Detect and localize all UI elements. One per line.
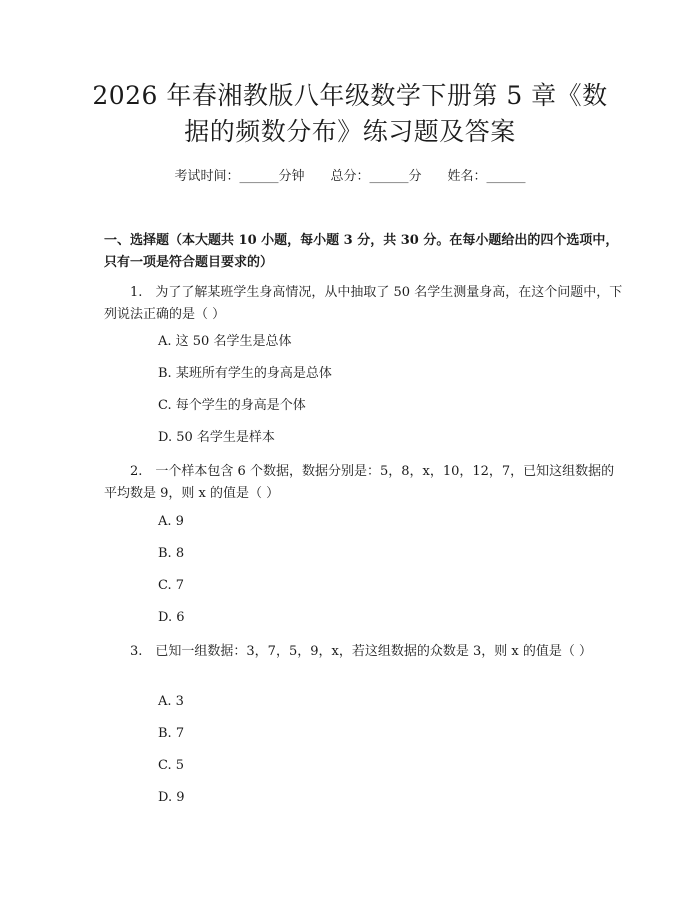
student-name-field: 姓名：______ (447, 169, 526, 184)
question-2: 2. 一个样本包含 6 个数据，数据分别是：5，8，x，10，12，7，已知这组数据的平均数是 9，则 x 的值是（ ） (104, 464, 615, 501)
question-1-option-d: D. 50 名学生是样本 (158, 430, 275, 445)
question-3-option-a: A. 3 (158, 694, 184, 709)
question-1: 1. 为了了解某班学生身高情况，从中抽取了 50 名学生测量身高，在这个问题中，下列说法正确的是（ ） (104, 285, 623, 322)
question-3-option-b: B. 7 (158, 726, 185, 741)
question-3-option-c: C. 5 (158, 758, 185, 773)
question-1-option-b: B. 某班所有学生的身高是总体 (158, 366, 332, 381)
page-title-line-1: 2026 年春湘教版八年级数学下册第 5 章《数 (92, 81, 608, 110)
exam-time-field: 考试时间：______分钟 (174, 169, 305, 184)
question-1-option-c: C. 每个学生的身高是个体 (158, 398, 306, 413)
question-2-option-d: D. 6 (158, 610, 185, 625)
question-2-option-b: B. 8 (158, 546, 185, 561)
section-header-multiple-choice: 一、选择题（本大题共 10 小题，每小题 3 分，共 30 分。在每小题给出的四个选项中，只有一项是符合题目要求的） (104, 233, 619, 270)
question-3: 3. 已知一组数据：3，7，5，9，x，若这组数据的众数是 3，则 x 的值是（ ） (130, 644, 592, 659)
exam-info (0, 168, 700, 186)
question-1-option-a: A. 这 50 名学生是总体 (158, 334, 292, 349)
question-2-option-c: C. 7 (158, 578, 185, 593)
total-score-field: 总分：______分 (330, 169, 422, 184)
page-title-line-2: 据的频数分布》练习题及答案 (184, 117, 516, 146)
question-2-option-a: A. 9 (158, 514, 184, 529)
question-3-option-d: D. 9 (158, 790, 185, 805)
